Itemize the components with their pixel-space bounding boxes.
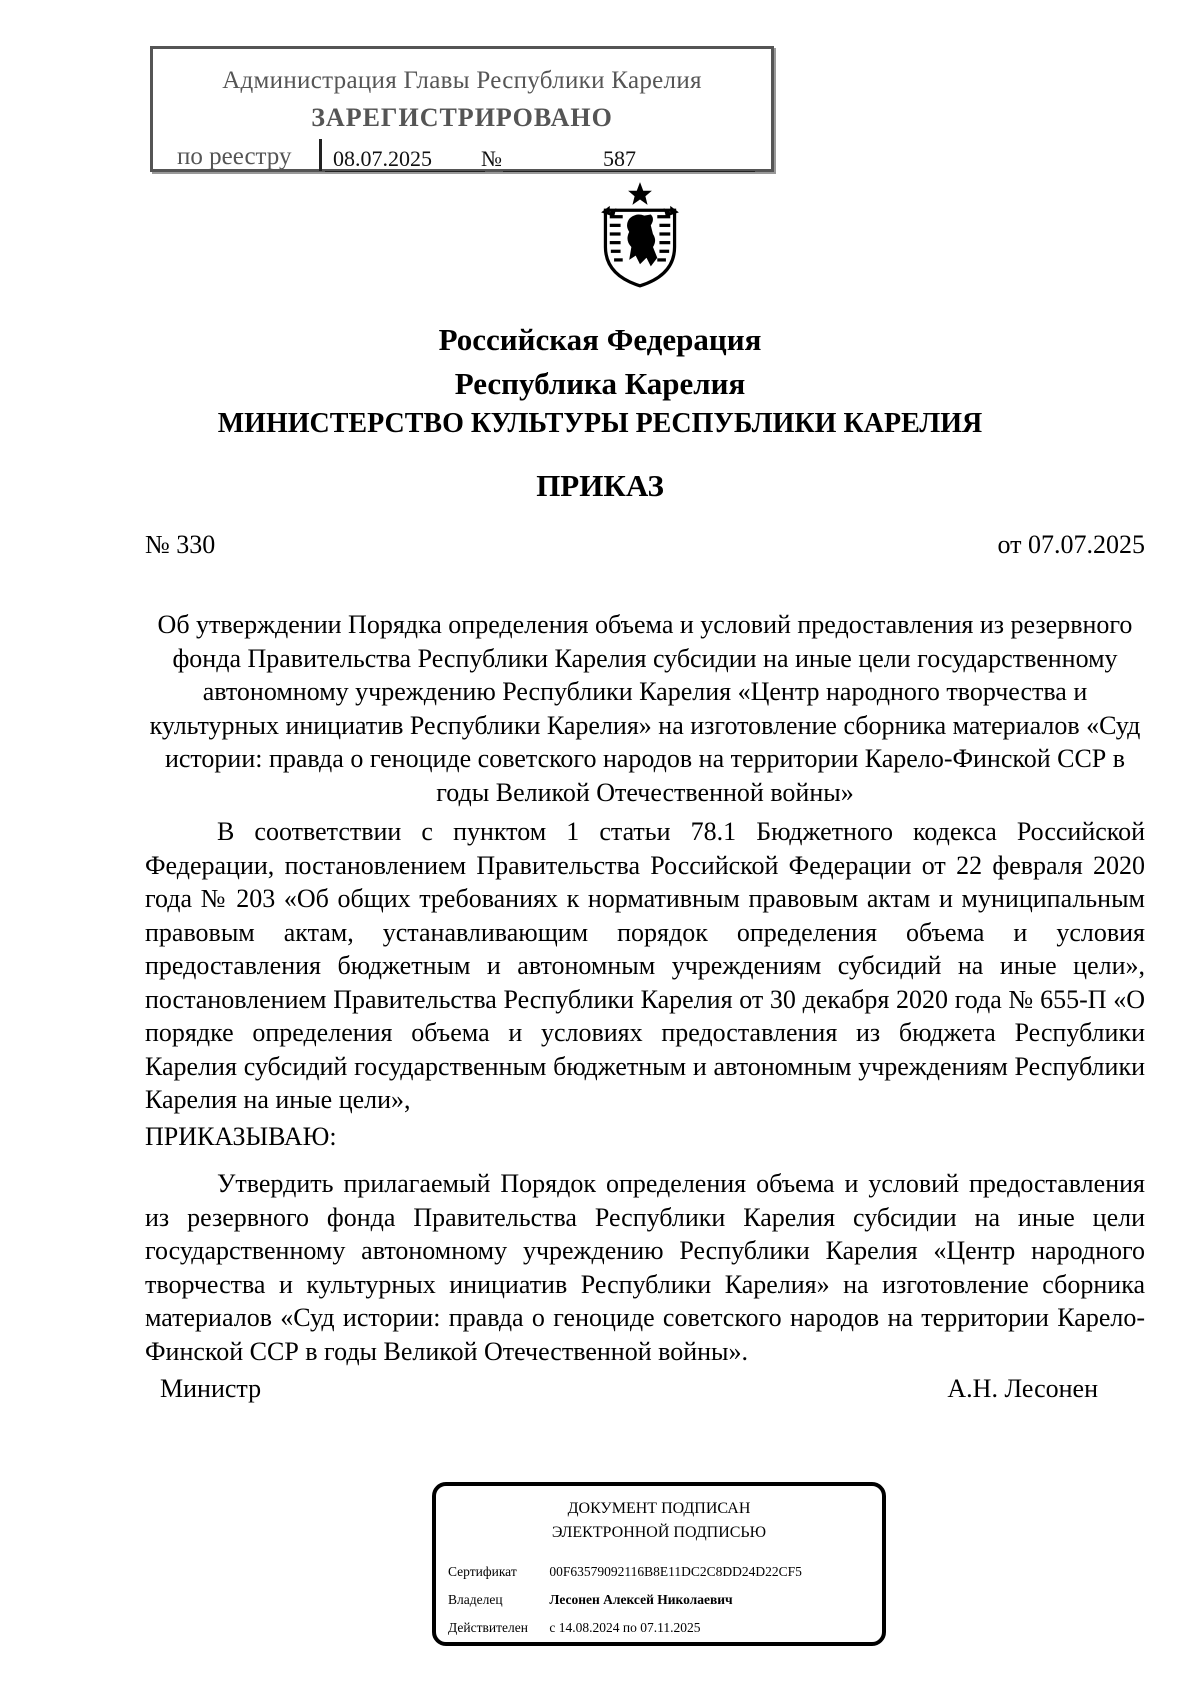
stamp-divider [319, 139, 322, 171]
resolution-paragraph: Утвердить прилагаемый Порядок определения объема и условий предоставления из резервного фонда Правительства Республики Карелия субсидии на иные цели государственному автономному учреждению Республики Карелия «Центр народного творчества и культурных инициатив Республики Карелия» на изготовление сборника материалов «Суд истории: правда о геноциде советского народов на территории Карело-Финской ССР в годы Великой Отечественной войны». [145, 1169, 1145, 1366]
order-subject: Об утверждении Порядка определения объема и условий предоставления из резервного фонда Правительства Республики Карелия субсидии на иные цели государственному автономному учреждению Республики Карелия «Центр народного творчества и культурных инициатив Республики Карелия» на изготовление сборника материалов «Суд истории: правда о геноциде советского народов на территории Карело-Финской ССР в годы Великой Отечественной войны» [149, 610, 1141, 807]
stamp-org: Администрация Главы Республики Карелия [222, 67, 702, 94]
stamp-number-sign: № [481, 146, 502, 171]
stamp-number-underline [503, 171, 755, 172]
esign-heading-line2: ЭЛЕКТРОННОЙ ПОДПИСЬЮ [551, 1524, 767, 1541]
esign-validity-label: Действителен [448, 1620, 528, 1635]
esign-certificate-label: Сертификат [448, 1564, 517, 1579]
header-country: Российская Федерация [438, 322, 762, 357]
esign-validity-row [448, 1620, 700, 1636]
order-date: от 07.07.2025 [997, 530, 1145, 559]
order-number: № 330 [145, 530, 216, 559]
esign-certificate-row [448, 1564, 802, 1580]
esign-owner-label: Владелец [448, 1592, 503, 1607]
header-ministry: МИНИСТЕРСТВО КУЛЬТУРЫ РЕСПУБЛИКИ КАРЕЛИЯ [217, 408, 983, 439]
esign-certificate-value: 00F63579092116B8E11DC2C8DD24D22CF5 [549, 1564, 802, 1579]
stamp-registry-label: по реестру [177, 143, 292, 170]
header-region: Республика Карелия [454, 366, 746, 401]
esign-owner-row [448, 1592, 733, 1608]
signatory-title: Министр [160, 1374, 262, 1403]
electronic-signature-box [432, 1482, 886, 1646]
stamp-date-underline [325, 171, 485, 172]
karelia-coat-of-arms-icon [586, 180, 694, 288]
esign-owner-value: Лесонен Алексей Николаевич [549, 1592, 733, 1607]
stamp-number: 587 [603, 146, 636, 171]
registration-stamp [150, 46, 774, 172]
document-type: ПРИКАЗ [536, 468, 664, 503]
legal-basis-paragraph: В соответствии с пунктом 1 статьи 78.1 Бюджетного кодекса Российской Федерации, постановлением Правительства Российской Федерации от 22 февраля 2020 года № 203 «Об общих требованиях к нормативным правовым актам и муниципальным правовым актам, устанавливающим порядок определения объема и условия предоставления бюджетным и автономным учреждениям субсидий на иные цели», постановлением Правительства Республики Карелия от 30 декабря 2020 года № 655-П «О порядке определения объема и условиях предоставления из бюджета Республики Карелия субсидий государственным бюджетным и автономным учреждениям Республики Карелия на иные цели», [145, 817, 1145, 1114]
decree-word: ПРИКАЗЫВАЮ: [145, 1122, 337, 1151]
esign-heading-line1: ДОКУМЕНТ ПОДПИСАН [567, 1500, 751, 1517]
esign-validity-value: с 14.08.2024 по 07.11.2025 [549, 1620, 701, 1635]
signatory-name: А.Н. Лесонен [947, 1374, 1098, 1403]
stamp-date: 08.07.2025 [333, 146, 432, 171]
stamp-status: ЗАРЕГИСТРИРОВАНО [311, 103, 613, 132]
